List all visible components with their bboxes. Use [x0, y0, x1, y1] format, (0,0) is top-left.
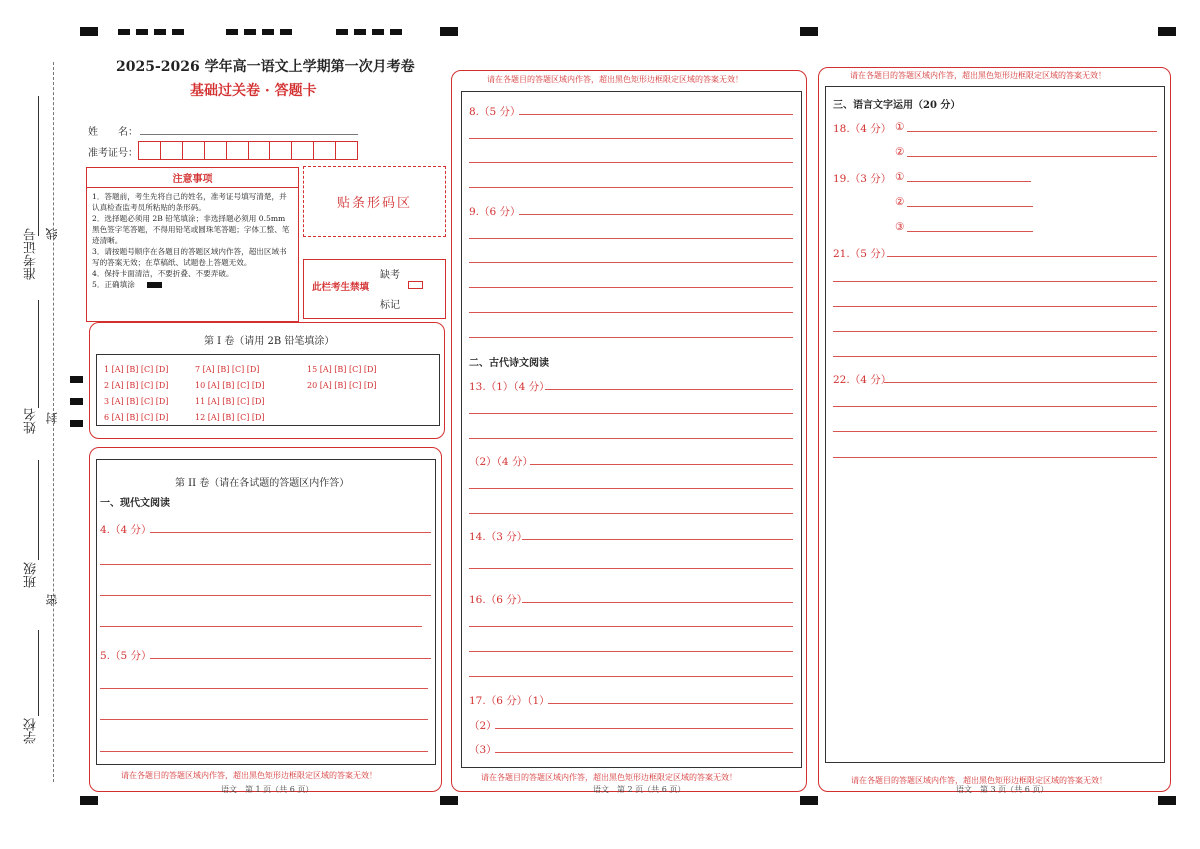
exam-no-boxes[interactable]: [138, 141, 358, 160]
answer-line[interactable]: [469, 676, 793, 677]
answer-line[interactable]: [469, 287, 793, 288]
answer-line[interactable]: [833, 281, 1157, 282]
question-4-label: 4.（4 分）: [100, 524, 152, 536]
answer-line[interactable]: [548, 703, 793, 704]
answer-line[interactable]: [100, 751, 428, 752]
answer-line[interactable]: [833, 331, 1157, 332]
answer-line[interactable]: [522, 539, 793, 540]
registration-mark: [70, 398, 83, 405]
absent-label-top: 缺考: [380, 270, 400, 281]
mc-row[interactable]: 10 [A] [B] [C] [D]: [195, 381, 265, 390]
answer-line[interactable]: [469, 337, 793, 338]
answer-line[interactable]: [469, 187, 793, 188]
mc-row[interactable]: 11 [A] [B] [C] [D]: [195, 397, 265, 406]
registration-mark: [244, 29, 256, 35]
page3-notice: 请在各题目的答题区域内作答，超出黑色矩形边框限定区域的答案无效！: [851, 776, 1107, 785]
exam-title: 2025-2026 学年高一语文上学期第一次月考卷: [116, 59, 415, 75]
question-14-label: 14.（3 分）: [469, 531, 528, 543]
section2-heading: 二、古代诗文阅读: [469, 358, 549, 369]
page2-top-notice: 请在各题目的答题区域内作答，超出黑色矩形边框限定区域的答案无效！: [487, 75, 743, 84]
answer-line[interactable]: [469, 312, 793, 313]
page3-footer: 语文 第 3 页（共 6 页）: [956, 785, 1049, 794]
question-13-2-label: （2）（4 分）: [469, 456, 533, 468]
registration-mark: [118, 29, 130, 35]
registration-mark: [226, 29, 238, 35]
answer-line[interactable]: [100, 688, 428, 689]
registration-mark: [70, 420, 83, 427]
page2-notice: 请在各题目的答题区域内作答，超出黑色矩形边框限定区域的答案无效！: [481, 773, 737, 782]
margin-label-name: 姓名: [24, 408, 39, 434]
page1-footer: 语文 第 1 页（共 6 页）: [221, 785, 314, 794]
registration-mark: [1158, 27, 1176, 36]
answer-line[interactable]: [100, 595, 431, 596]
absent-box: [303, 259, 446, 319]
question-8-label: 8.（5 分）: [469, 106, 521, 118]
question-19-b: ②: [895, 196, 905, 208]
question-19-c: ③: [895, 221, 905, 233]
note-item: 5．正确填涂: [92, 280, 135, 289]
registration-mark: [800, 27, 818, 36]
mc-row[interactable]: 3 [A] [B] [C] [D]: [104, 397, 169, 406]
answer-line[interactable]: [519, 214, 793, 215]
margin-line-class: [38, 460, 39, 560]
page1-notice: 请在各题目的答题区域内作答，超出黑色矩形边框限定区域的答案无效！: [121, 771, 377, 780]
registration-mark: [136, 29, 148, 35]
page2-footer: 语文 第 2 页（共 6 页）: [593, 785, 686, 794]
answer-line[interactable]: [833, 306, 1157, 307]
margin-line-school: [38, 630, 39, 716]
answer-line[interactable]: [907, 156, 1157, 157]
question-13-1-label: 13.（1）（4 分）: [469, 381, 550, 393]
mc-column: [104, 362, 168, 426]
answer-line[interactable]: [907, 181, 1031, 182]
question-18-a: ①: [895, 121, 905, 133]
fill-sample-mark: [147, 282, 162, 288]
question-17-2-label: （2）: [469, 720, 497, 732]
mc-column: [307, 362, 377, 394]
answer-line[interactable]: [469, 262, 793, 263]
margin-label-seal: 封: [45, 412, 59, 424]
question-16-label: 16.（6 分）: [469, 594, 528, 606]
note-item: 2．选择题必须用 2B 铅笔填涂；非选择题必须用 0.5mm 黑色签字笔答题，不得用铅笔或圆珠笔答题；字体工整、笔迹清晰。: [92, 214, 290, 245]
margin-label-secret: 密: [45, 594, 59, 606]
notes-title: 注意事项: [87, 168, 298, 188]
registration-mark: [172, 29, 184, 35]
note-item: 3．请按题号顺序在各题目的答题区域内作答，超出区域书写的答案无效；在草稿纸、试题卷上答题无效。: [92, 247, 287, 267]
margin-label-school: 学校: [24, 718, 39, 744]
margin-label-class: 班级: [24, 562, 39, 588]
page3-answer-frame: [825, 86, 1165, 763]
mc-row[interactable]: 6 [A] [B] [C] [D]: [104, 413, 169, 422]
answer-line[interactable]: [522, 602, 793, 603]
question-19-a: ①: [895, 171, 905, 183]
section3-heading: 三、语言文字运用（20 分）: [833, 100, 961, 111]
absent-checkbox[interactable]: [408, 281, 423, 289]
answer-line[interactable]: [469, 413, 793, 414]
answer-line[interactable]: [907, 131, 1157, 132]
mc-column: [195, 362, 265, 426]
margin-line-name: [38, 300, 39, 408]
absent-label-bottom: 标记: [380, 300, 400, 311]
mc-row[interactable]: 20 [A] [B] [C] [D]: [307, 381, 377, 390]
registration-mark: [372, 29, 384, 35]
question-5-label: 5.（5 分）: [100, 650, 152, 662]
answer-line[interactable]: [495, 752, 793, 753]
page3-top-notice: 请在各题目的答题区域内作答，超出黑色矩形边框限定区域的答案无效！: [850, 71, 1106, 80]
exam-no-label: 准考证号：: [88, 148, 138, 159]
margin-label-line: 线: [45, 228, 59, 240]
answer-line[interactable]: [100, 564, 431, 565]
registration-mark: [440, 796, 458, 805]
answer-line[interactable]: [469, 651, 793, 652]
answer-line[interactable]: [469, 138, 793, 139]
registration-mark: [800, 796, 818, 805]
registration-mark: [70, 376, 83, 383]
answer-line[interactable]: [150, 658, 431, 659]
answer-line[interactable]: [907, 231, 1033, 232]
registration-mark: [336, 29, 348, 35]
forbid-label: 此栏考生禁填: [312, 282, 370, 293]
mc-row[interactable]: 1 [A] [B] [C] [D]: [104, 365, 169, 374]
registration-mark: [262, 29, 274, 35]
answer-line[interactable]: [469, 513, 793, 514]
barcode-label: 贴条形码区: [336, 196, 412, 211]
barcode-area: [303, 166, 446, 237]
question-22-label: 22.（4 分）: [833, 374, 892, 386]
section1-heading: 一、现代文阅读: [100, 498, 170, 509]
answer-line[interactable]: [495, 728, 793, 729]
part2-title: 第 II 卷（请在各试题的答题区内作答）: [175, 478, 350, 489]
mc-row[interactable]: 12 [A] [B] [C] [D]: [195, 413, 265, 422]
answer-line[interactable]: [545, 389, 793, 390]
question-17-1-label: 17.（6 分）（1）: [469, 695, 550, 707]
name-label: 姓 名：: [88, 127, 138, 138]
answer-line[interactable]: [469, 238, 793, 239]
answer-line[interactable]: [469, 438, 793, 439]
registration-mark: [390, 29, 402, 35]
part1-title: 第 I 卷（请用 2B 铅笔填涂）: [204, 336, 335, 347]
question-18-b: ②: [895, 146, 905, 158]
answer-line[interactable]: [150, 532, 431, 533]
registration-mark: [440, 27, 458, 36]
answer-line[interactable]: [833, 457, 1157, 458]
name-field[interactable]: [140, 134, 358, 135]
notes-box: [86, 167, 299, 322]
registration-mark: [80, 796, 98, 805]
registration-mark: [154, 29, 166, 35]
registration-mark: [354, 29, 366, 35]
answer-line[interactable]: [469, 568, 793, 569]
mc-row[interactable]: 7 [A] [B] [C] [D]: [195, 365, 260, 374]
answer-line[interactable]: [519, 114, 793, 115]
margin-label-exam-no: 准考证号: [24, 228, 39, 280]
question-19-label: 19.（3 分）: [833, 173, 892, 185]
note-item: 1．答题前，考生先将自己的姓名，准考证号填写清楚，并认真检查监考员所粘贴的条形码。: [92, 192, 287, 212]
answer-line[interactable]: [833, 356, 1157, 357]
answer-line[interactable]: [833, 431, 1157, 432]
answer-line[interactable]: [469, 162, 793, 163]
mc-row[interactable]: 15 [A] [B] [C] [D]: [307, 365, 377, 374]
question-9-label: 9.（6 分）: [469, 206, 521, 218]
answer-line[interactable]: [887, 256, 1157, 257]
question-18-label: 18.（4 分）: [833, 123, 892, 135]
registration-mark: [1158, 796, 1176, 805]
answer-line[interactable]: [833, 406, 1157, 407]
answer-line[interactable]: [884, 382, 1157, 383]
note-item: 4．保持卡面清洁，不要折叠、不要弄破。: [92, 269, 234, 278]
registration-mark: [280, 29, 292, 35]
margin-line-exam-no: [38, 96, 39, 236]
answer-line[interactable]: [100, 626, 422, 627]
answer-line[interactable]: [530, 464, 793, 465]
answer-line[interactable]: [469, 626, 793, 627]
page2-answer-frame: [461, 91, 802, 768]
answer-line[interactable]: [907, 206, 1033, 207]
answer-line[interactable]: [469, 488, 793, 489]
mc-row[interactable]: 2 [A] [B] [C] [D]: [104, 381, 169, 390]
registration-mark: [80, 27, 98, 36]
question-21-label: 21.（5 分）: [833, 248, 892, 260]
question-17-3-label: （3）: [469, 744, 497, 756]
exam-subtitle: 基础过关卷 · 答题卡: [190, 83, 317, 99]
answer-line[interactable]: [100, 719, 428, 720]
